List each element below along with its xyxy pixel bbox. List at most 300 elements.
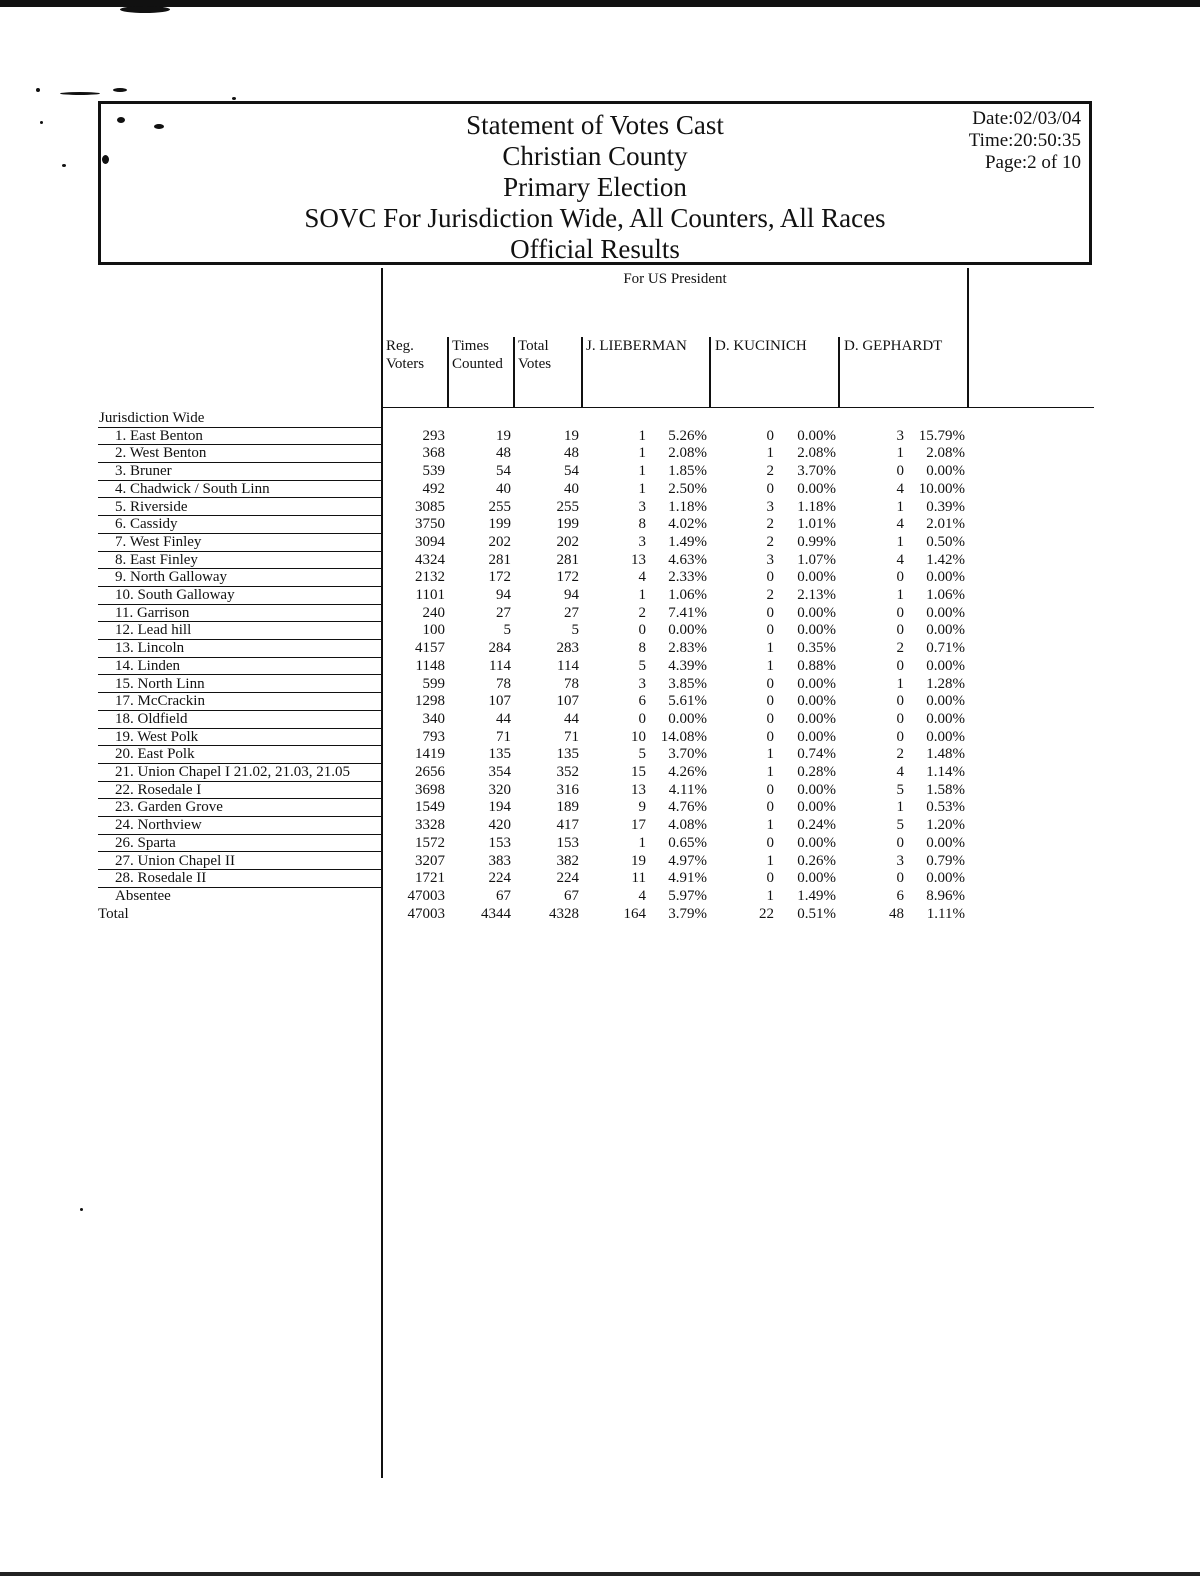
lieberman-pct-cell: 3.85% xyxy=(668,675,707,692)
gephardt-pct-cell: 15.79% xyxy=(918,427,965,444)
lieberman-votes-cell: 1 xyxy=(638,587,646,603)
title-line: Primary Election xyxy=(503,172,687,202)
times-counted-cell: 224 xyxy=(488,870,511,887)
precinct-label: 8. East Finley xyxy=(98,552,382,570)
column-divider xyxy=(709,337,711,408)
lieberman-votes-cell: 0 xyxy=(638,710,646,727)
lieberman-pct-cell: 4.02% xyxy=(668,516,707,533)
kucinich-votes-cell: 0 xyxy=(766,870,774,887)
lieberman-pct-cell: 4.91% xyxy=(668,870,707,887)
reg-voters-cell: 100 xyxy=(422,622,445,639)
gephardt-pct-cell: 0.53% xyxy=(926,799,965,816)
lieberman-votes-cell: 6 xyxy=(638,693,646,710)
gephardt-votes-cell: 0 xyxy=(896,622,904,639)
gephardt-pct-cell: 8.96% xyxy=(926,887,965,904)
gephardt-pct-cell: 0.00% xyxy=(926,834,965,851)
times-counted-cell: 255 xyxy=(488,498,511,515)
kucinich-votes-cell: 2 xyxy=(766,516,774,533)
gephardt-votes-cell: 1 xyxy=(896,587,904,603)
gephardt-votes-cell: 0 xyxy=(896,604,904,621)
total-votes-cell: 114 xyxy=(557,657,579,674)
lieberman-votes-cell: 15 xyxy=(631,764,646,780)
precinct-label: 27. Union Chapel II xyxy=(98,853,382,871)
lieberman-votes-cell: 9 xyxy=(638,799,646,816)
total-times-counted-cell: 4344 xyxy=(481,905,511,922)
kucinich-pct-cell: 1.18% xyxy=(797,498,836,515)
reg-voters-cell: 599 xyxy=(422,675,445,692)
col-total-votes: Total Votes xyxy=(518,338,552,372)
precinct-label: 20. East Polk xyxy=(98,746,382,764)
kucinich-pct-cell: 0.24% xyxy=(797,817,836,834)
reg-voters-cell: 1549 xyxy=(415,799,445,816)
gephardt-votes-cell: 5 xyxy=(896,781,904,798)
total-total-votes-cell: 4328 xyxy=(549,905,579,922)
times-counted-cell: 354 xyxy=(488,764,511,780)
precinct-label: 22. Rosedale I xyxy=(98,782,382,800)
times-counted-cell: 114 xyxy=(489,657,511,674)
total-votes-cell: 40 xyxy=(564,480,579,497)
total-votes-cell: 382 xyxy=(556,852,579,869)
gephardt-pct-cell: 1.14% xyxy=(926,764,965,780)
gephardt-votes-cell: 1 xyxy=(896,675,904,692)
kucinich-votes-cell: 0 xyxy=(766,569,774,586)
gephardt-pct-cell: 0.79% xyxy=(926,852,965,869)
kucinich-votes-cell: 0 xyxy=(766,781,774,798)
reg-voters-cell: 4324 xyxy=(415,551,445,568)
lieberman-votes-cell: 4 xyxy=(638,569,646,586)
lieberman-pct-cell: 2.33% xyxy=(668,569,707,586)
reg-voters-cell: 3085 xyxy=(415,498,445,515)
total-votes-cell: 94 xyxy=(564,587,579,603)
report-page: Page:2 of 10 xyxy=(984,152,1081,173)
lieberman-pct-cell: 5.26% xyxy=(668,427,707,444)
kucinich-pct-cell: 0.00% xyxy=(797,870,836,887)
reg-voters-cell: 293 xyxy=(422,427,445,444)
times-counted-cell: 44 xyxy=(496,710,511,727)
gephardt-pct-cell: 2.01% xyxy=(926,516,965,533)
precinct-label: 11. Garrison xyxy=(98,605,382,623)
col-candidate-gephardt: D. GEPHARDT xyxy=(844,338,943,354)
kucinich-votes-cell: 0 xyxy=(766,834,774,851)
kucinich-pct-cell: 0.74% xyxy=(797,746,836,763)
precinct-label: 13. Lincoln xyxy=(98,640,382,658)
precinct-label: 26. Sparta xyxy=(98,835,382,853)
scan-speck xyxy=(113,88,127,92)
precinct-label: 14. Linden xyxy=(98,658,382,676)
lieberman-pct-cell: 4.26% xyxy=(668,764,707,780)
lieberman-pct-cell: 5.97% xyxy=(668,887,707,904)
kucinich-pct-cell: 0.00% xyxy=(797,480,836,497)
gephardt-pct-cell: 1.58% xyxy=(926,781,965,798)
precinct-label: 6. Cassidy xyxy=(98,516,382,534)
total-votes-cell: 153 xyxy=(556,834,579,851)
kucinich-pct-cell: 0.88% xyxy=(797,657,836,674)
race-right-divider xyxy=(967,268,969,408)
gephardt-votes-cell: 0 xyxy=(896,569,904,586)
col-candidate-lieberman: J. LIEBERMAN xyxy=(586,338,687,354)
times-counted-cell: 48 xyxy=(496,445,511,462)
reg-voters-cell: 3207 xyxy=(415,852,445,869)
title-line: Christian County xyxy=(502,141,688,171)
times-counted-cell: 19 xyxy=(496,427,511,444)
lieberman-votes-cell: 13 xyxy=(631,781,646,798)
lieberman-pct-cell: 1.85% xyxy=(668,463,707,480)
report-title xyxy=(101,110,1089,265)
column-divider xyxy=(838,337,840,408)
kucinich-votes-cell: 1 xyxy=(766,445,774,462)
scan-speck xyxy=(80,1208,83,1211)
precinct-label: 1. East Benton xyxy=(98,428,382,446)
report-date: Date:02/03/04 xyxy=(972,108,1081,129)
lieberman-pct-cell: 3.70% xyxy=(668,746,707,763)
gephardt-votes-cell: 2 xyxy=(896,746,904,763)
kucinich-votes-cell: 1 xyxy=(766,640,774,657)
gephardt-votes-cell: 4 xyxy=(896,551,904,568)
times-counted-cell: 320 xyxy=(488,781,511,798)
total-row-label: Total xyxy=(98,905,129,922)
gephardt-pct-cell: 1.28% xyxy=(926,675,965,692)
lieberman-votes-cell: 3 xyxy=(638,498,646,515)
gephardt-pct-cell: 0.71% xyxy=(926,640,965,657)
total-votes-cell: 202 xyxy=(556,533,579,550)
race-title: For US President xyxy=(623,271,727,287)
times-counted-cell: 420 xyxy=(488,817,511,834)
kucinich-votes-cell: 2 xyxy=(766,587,774,603)
lieberman-pct-cell: 4.39% xyxy=(668,657,707,674)
scan-speck xyxy=(40,121,43,124)
lieberman-votes-cell: 3 xyxy=(638,533,646,550)
kucinich-votes-cell: 1 xyxy=(766,852,774,869)
gephardt-votes-cell: 3 xyxy=(896,852,904,869)
gephardt-pct-cell: 0.50% xyxy=(926,533,965,550)
reg-voters-cell: 2656 xyxy=(415,764,445,780)
precinct-label: 19. West Polk xyxy=(98,729,382,747)
gephardt-pct-cell: 0.00% xyxy=(926,604,965,621)
title-line: Official Results xyxy=(510,234,680,264)
kucinich-pct-cell: 0.00% xyxy=(797,781,836,798)
total-votes-cell: 199 xyxy=(556,516,579,533)
times-counted-cell: 67 xyxy=(496,887,511,904)
gephardt-votes-cell: 0 xyxy=(896,693,904,710)
total-votes-cell: 78 xyxy=(564,675,579,692)
kucinich-pct-cell: 0.00% xyxy=(797,728,836,745)
total-votes-cell: 189 xyxy=(556,799,579,816)
total-votes-cell: 352 xyxy=(556,764,579,780)
times-counted-cell: 284 xyxy=(488,640,511,657)
gephardt-pct-cell: 0.00% xyxy=(926,728,965,745)
total-votes-cell: 281 xyxy=(556,551,579,568)
kucinich-pct-cell: 0.26% xyxy=(797,852,836,869)
lieberman-pct-cell: 1.06% xyxy=(668,587,707,603)
gephardt-votes-cell: 1 xyxy=(896,799,904,816)
times-counted-cell: 135 xyxy=(488,746,511,763)
gephardt-votes-cell: 0 xyxy=(896,870,904,887)
precinct-label: 4. Chadwick / South Linn xyxy=(98,481,382,499)
lieberman-votes-cell: 8 xyxy=(638,640,646,657)
times-counted-cell: 5 xyxy=(503,622,511,639)
reg-voters-cell: 47003 xyxy=(407,887,445,904)
lieberman-pct-cell: 4.63% xyxy=(668,551,707,568)
lieberman-pct-cell: 2.83% xyxy=(668,640,707,657)
scan-top-edge xyxy=(0,0,1200,7)
lieberman-pct-cell: 2.08% xyxy=(668,445,707,462)
gephardt-pct-cell: 1.06% xyxy=(926,587,965,603)
lieberman-votes-cell: 3 xyxy=(638,675,646,692)
kucinich-pct-cell: 2.08% xyxy=(797,445,836,462)
gephardt-pct-cell: 2.08% xyxy=(926,445,965,462)
lieberman-pct-cell: 4.08% xyxy=(668,817,707,834)
gephardt-pct-cell: 0.00% xyxy=(926,622,965,639)
reg-voters-cell: 1101 xyxy=(415,587,445,603)
lieberman-pct-cell: 4.97% xyxy=(668,852,707,869)
gephardt-votes-cell: 2 xyxy=(896,640,904,657)
gephardt-pct-cell: 1.42% xyxy=(926,551,965,568)
lieberman-votes-cell: 11 xyxy=(631,870,646,887)
total-votes-cell: 71 xyxy=(564,728,579,745)
precinct-label: 12. Lead hill xyxy=(98,622,382,640)
precinct-label: 17. McCrackin xyxy=(98,693,382,711)
total-votes-cell: 316 xyxy=(556,781,579,798)
gephardt-votes-cell: 4 xyxy=(896,480,904,497)
reg-voters-cell: 240 xyxy=(422,604,445,621)
scan-speck xyxy=(62,164,66,167)
total-votes-cell: 54 xyxy=(564,463,579,480)
gephardt-pct-cell: 0.00% xyxy=(926,463,965,480)
reg-voters-cell: 4157 xyxy=(415,640,445,657)
reg-voters-cell: 1419 xyxy=(415,746,445,763)
kucinich-votes-cell: 0 xyxy=(766,693,774,710)
lieberman-pct-cell: 0.00% xyxy=(668,710,707,727)
kucinich-pct-cell: 0.00% xyxy=(797,834,836,851)
times-counted-cell: 40 xyxy=(496,480,511,497)
kucinich-pct-cell: 0.00% xyxy=(797,675,836,692)
precinct-label: 5. Riverside xyxy=(98,499,382,517)
gephardt-votes-cell: 0 xyxy=(896,710,904,727)
gephardt-votes-cell: 0 xyxy=(896,728,904,745)
kucinich-votes-cell: 3 xyxy=(766,498,774,515)
precinct-label: 18. Oldfield xyxy=(98,711,382,729)
total-votes-cell: 417 xyxy=(556,817,579,834)
total-votes-cell: 44 xyxy=(564,710,579,727)
total-votes-cell: 5 xyxy=(571,622,579,639)
kucinich-votes-cell: 0 xyxy=(766,675,774,692)
lieberman-pct-cell: 4.76% xyxy=(668,799,707,816)
kucinich-votes-cell: 1 xyxy=(766,657,774,674)
total-votes-cell: 255 xyxy=(556,498,579,515)
kucinich-votes-cell: 0 xyxy=(766,710,774,727)
lieberman-votes-cell: 1 xyxy=(638,480,646,497)
precinct-label: 15. North Linn xyxy=(98,676,382,694)
kucinich-pct-cell: 0.28% xyxy=(797,764,836,780)
reg-voters-cell: 340 xyxy=(422,710,445,727)
kucinich-votes-cell: 1 xyxy=(766,887,774,904)
gephardt-pct-cell: 1.20% xyxy=(926,817,965,834)
reg-voters-cell: 1148 xyxy=(415,657,445,674)
gephardt-pct-cell: 0.00% xyxy=(926,693,965,710)
gephardt-votes-cell: 3 xyxy=(896,427,904,444)
lieberman-votes-cell: 10 xyxy=(631,728,646,745)
gephardt-votes-cell: 1 xyxy=(896,445,904,462)
gephardt-votes-cell: 0 xyxy=(896,834,904,851)
gephardt-votes-cell: 1 xyxy=(896,533,904,550)
kucinich-votes-cell: 3 xyxy=(766,551,774,568)
gephardt-votes-cell: 4 xyxy=(896,516,904,533)
times-counted-cell: 54 xyxy=(496,463,511,480)
column-divider xyxy=(581,337,583,408)
kucinich-votes-cell: 2 xyxy=(766,463,774,480)
kucinich-votes-cell: 0 xyxy=(766,728,774,745)
scan-speck xyxy=(120,6,170,13)
total-votes-cell: 27 xyxy=(564,604,579,621)
lieberman-votes-cell: 1 xyxy=(638,463,646,480)
section-label: Jurisdiction Wide xyxy=(98,410,382,428)
total-reg-voters-cell: 47003 xyxy=(407,905,445,922)
kucinich-pct-cell: 0.35% xyxy=(797,640,836,657)
kucinich-pct-cell: 0.00% xyxy=(797,693,836,710)
gephardt-votes-cell: 6 xyxy=(896,887,904,904)
times-counted-cell: 94 xyxy=(496,587,511,603)
report-header xyxy=(98,101,1092,265)
lieberman-votes-cell: 2 xyxy=(638,604,646,621)
reg-voters-cell: 3750 xyxy=(415,516,445,533)
reg-voters-cell: 3328 xyxy=(415,817,445,834)
times-counted-cell: 107 xyxy=(488,693,511,710)
lieberman-votes-cell: 1 xyxy=(638,834,646,851)
total-votes-cell: 172 xyxy=(556,569,579,586)
report-meta xyxy=(969,108,1081,174)
kucinich-votes-cell: 0 xyxy=(766,480,774,497)
total-votes-cell: 19 xyxy=(564,427,579,444)
header-bottom-rule xyxy=(382,407,1094,408)
times-counted-cell: 194 xyxy=(488,799,511,816)
times-counted-cell: 281 xyxy=(488,551,511,568)
gephardt-votes-cell: 5 xyxy=(896,817,904,834)
kucinich-pct-cell: 0.00% xyxy=(797,604,836,621)
reg-voters-cell: 1721 xyxy=(415,870,445,887)
gephardt-pct-cell: 0.00% xyxy=(926,569,965,586)
kucinich-pct-cell: 1.07% xyxy=(797,551,836,568)
kucinich-pct-cell: 0.00% xyxy=(797,710,836,727)
times-counted-cell: 172 xyxy=(488,569,511,586)
kucinich-pct-cell: 3.70% xyxy=(797,463,836,480)
lieberman-votes-cell: 8 xyxy=(638,516,646,533)
lieberman-pct-cell: 4.11% xyxy=(668,781,707,798)
total-lieberman-pct-cell: 3.79% xyxy=(668,905,707,922)
total-votes-cell: 135 xyxy=(556,746,579,763)
kucinich-pct-cell: 0.00% xyxy=(797,622,836,639)
lieberman-votes-cell: 1 xyxy=(638,445,646,462)
total-gephardt-votes-cell: 48 xyxy=(889,905,904,922)
lieberman-votes-cell: 5 xyxy=(638,657,646,674)
col-candidate-kucinich: D. KUCINICH xyxy=(715,338,807,354)
gephardt-votes-cell: 4 xyxy=(896,764,904,780)
total-kucinich-pct-cell: 0.51% xyxy=(797,905,836,922)
reg-voters-cell: 3094 xyxy=(415,533,445,550)
precinct-label: Absentee xyxy=(115,887,171,904)
lieberman-pct-cell: 1.49% xyxy=(668,533,707,550)
reg-voters-cell: 2132 xyxy=(415,569,445,586)
lieberman-pct-cell: 7.41% xyxy=(668,604,707,621)
times-counted-cell: 78 xyxy=(496,675,511,692)
precinct-label: 23. Garden Grove xyxy=(98,799,382,817)
reg-voters-cell: 492 xyxy=(422,480,445,497)
total-votes-cell: 283 xyxy=(556,640,579,657)
reg-voters-cell: 368 xyxy=(422,445,445,462)
scan-speck xyxy=(60,92,100,95)
precinct-label: 2. West Benton xyxy=(98,445,382,463)
kucinich-pct-cell: 1.49% xyxy=(797,887,836,904)
lieberman-pct-cell: 5.61% xyxy=(668,693,707,710)
kucinich-votes-cell: 1 xyxy=(766,817,774,834)
lieberman-pct-cell: 0.65% xyxy=(668,834,707,851)
lieberman-pct-cell: 2.50% xyxy=(668,480,707,497)
kucinich-pct-cell: 0.00% xyxy=(797,799,836,816)
col-times-counted: Times Counted xyxy=(452,338,503,372)
lieberman-votes-cell: 13 xyxy=(631,551,646,568)
total-kucinich-votes-cell: 22 xyxy=(759,905,774,922)
lieberman-votes-cell: 5 xyxy=(638,746,646,763)
kucinich-votes-cell: 0 xyxy=(766,604,774,621)
gephardt-pct-cell: 0.39% xyxy=(926,498,965,515)
scan-speck xyxy=(36,88,40,92)
gephardt-votes-cell: 0 xyxy=(896,463,904,480)
precinct-label: 3. Bruner xyxy=(98,463,382,481)
kucinich-votes-cell: 0 xyxy=(766,799,774,816)
reg-voters-cell: 1298 xyxy=(415,693,445,710)
precinct-label: 21. Union Chapel I 21.02, 21.03, 21.05 xyxy=(98,764,382,782)
lieberman-votes-cell: 19 xyxy=(631,852,646,869)
precinct-label: 9. North Galloway xyxy=(98,569,382,587)
total-votes-cell: 107 xyxy=(556,693,579,710)
reg-voters-cell: 3698 xyxy=(415,781,445,798)
col-reg-voters: Reg. Voters xyxy=(386,338,425,372)
kucinich-pct-cell: 0.00% xyxy=(797,569,836,586)
times-counted-cell: 27 xyxy=(496,604,511,621)
title-line: SOVC For Jurisdiction Wide, All Counters, All Races xyxy=(304,203,886,233)
gephardt-pct-cell: 1.48% xyxy=(926,746,965,763)
precinct-label: 24. Northview xyxy=(98,817,382,835)
kucinich-votes-cell: 2 xyxy=(766,533,774,550)
reg-voters-cell: 793 xyxy=(422,728,445,745)
precinct-label: 7. West Finley xyxy=(98,534,382,552)
precinct-label: 10. South Galloway xyxy=(98,587,382,605)
column-divider xyxy=(447,337,449,408)
gephardt-pct-cell: 0.00% xyxy=(926,657,965,674)
times-counted-cell: 383 xyxy=(488,852,511,869)
gephardt-pct-cell: 10.00% xyxy=(918,480,965,497)
scan-bottom-edge xyxy=(0,1572,1200,1576)
total-lieberman-votes-cell: 164 xyxy=(623,905,646,922)
kucinich-votes-cell: 1 xyxy=(766,764,774,780)
total-votes-cell: 224 xyxy=(556,870,579,887)
times-counted-cell: 202 xyxy=(488,533,511,550)
kucinich-votes-cell: 0 xyxy=(766,427,774,444)
gephardt-votes-cell: 0 xyxy=(896,657,904,674)
total-votes-cell: 48 xyxy=(564,445,579,462)
lieberman-pct-cell: 1.18% xyxy=(668,498,707,515)
kucinich-votes-cell: 1 xyxy=(766,746,774,763)
kucinich-pct-cell: 0.00% xyxy=(797,427,836,444)
total-votes-cell: 67 xyxy=(564,887,579,904)
times-counted-cell: 153 xyxy=(488,834,511,851)
reg-voters-cell: 1572 xyxy=(415,834,445,851)
kucinich-pct-cell: 2.13% xyxy=(797,587,836,603)
gephardt-pct-cell: 0.00% xyxy=(926,710,965,727)
report-time: Time:20:50:35 xyxy=(968,130,1081,151)
lieberman-votes-cell: 17 xyxy=(631,817,646,834)
kucinich-votes-cell: 0 xyxy=(766,622,774,639)
kucinich-pct-cell: 0.99% xyxy=(797,533,836,550)
